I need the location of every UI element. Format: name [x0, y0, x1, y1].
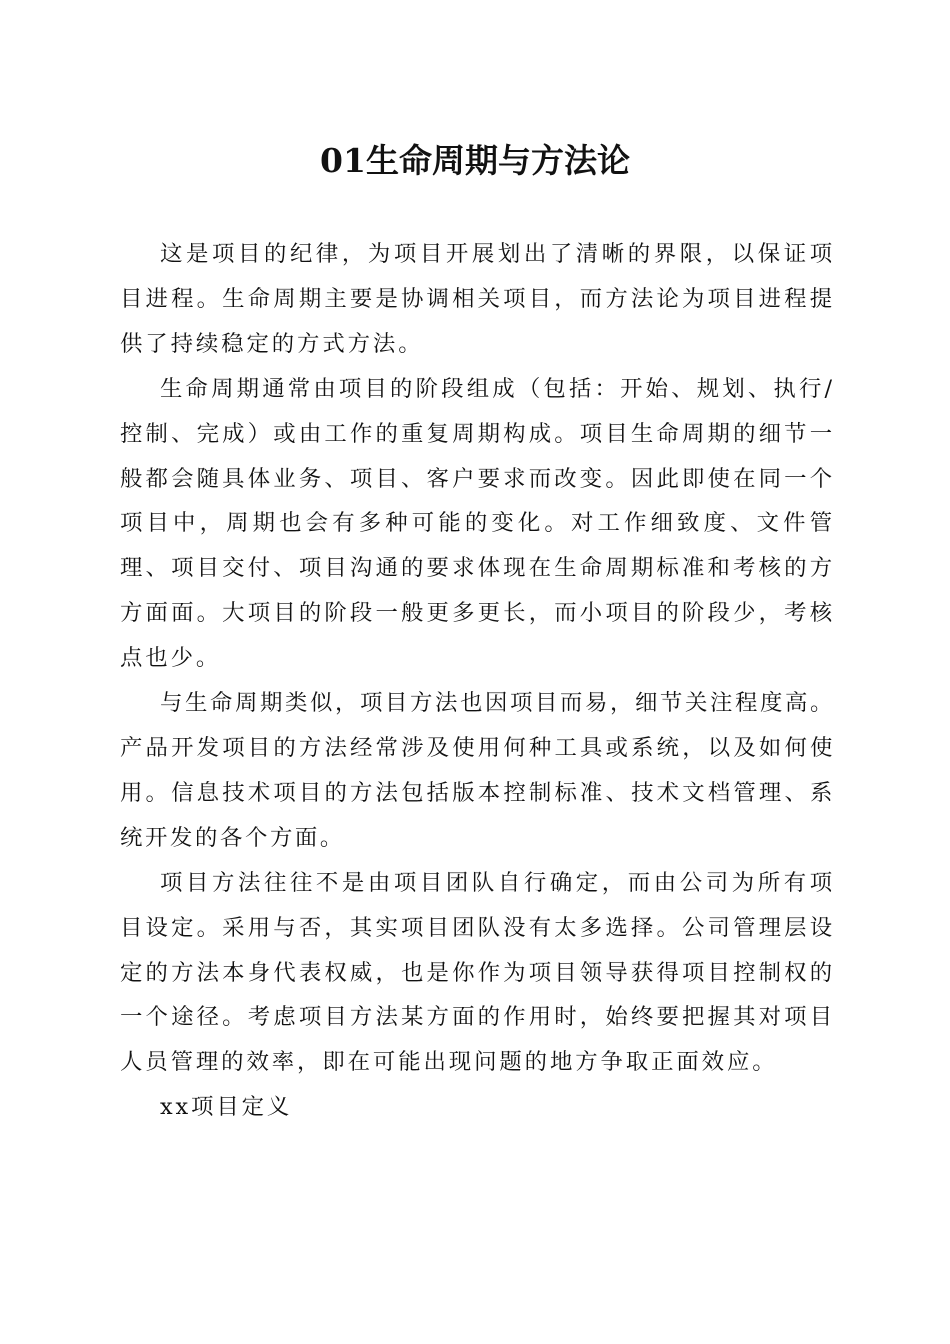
document-title: 01生命周期与方法论 — [320, 141, 630, 180]
paragraph-intro: 这是项目的纪律，为项目开展划出了清晰的界限，以保证项目进程。生命周期主要是协调相关项目，而方法论为项目进程提供了持续稳定的方式方法。 — [120, 241, 835, 357]
document-body — [120, 232, 835, 1130]
paragraph-methods: 与生命周期类似，项目方法也因项目而易，细节关注程度高。产品开发项目的方法经常涉及使用何种工具或系统，以及如何使用。信息技术项目的方法包括版本控制标准、技术文档管理、系统开发的各个方面。 — [120, 690, 835, 851]
paragraph-project-definition: xx项目定义 — [160, 1094, 293, 1121]
paragraph-lifecycle: 生命周期通常由项目的阶段组成（包括：开始、规划、执行/控制、完成）或由工作的重复周期构成。项目生命周期的细节一般都会随具体业务、项目、客户要求而改变。因此即使在同一个项目中，周期也会有多种可能的变化。对工作细致度、文件管理、项目交付、项目沟通的要求体现在生命周期标准和考核的方方面面。大项目的阶段一般更多更长，而小项目的阶段少，考核点也少。 — [120, 375, 835, 672]
paragraph-company-methods: 项目方法往往不是由项目团队自行确定，而由公司为所有项目设定。采用与否，其实项目团队没有太多选择。公司管理层设定的方法本身代表权威，也是你作为项目领导获得项目控制权的一个途径。考虑项目方法某方面的作用时，始终要把握其对项目人员管理的效率，即在可能出现问题的地方争取正面效应。 — [120, 869, 835, 1076]
